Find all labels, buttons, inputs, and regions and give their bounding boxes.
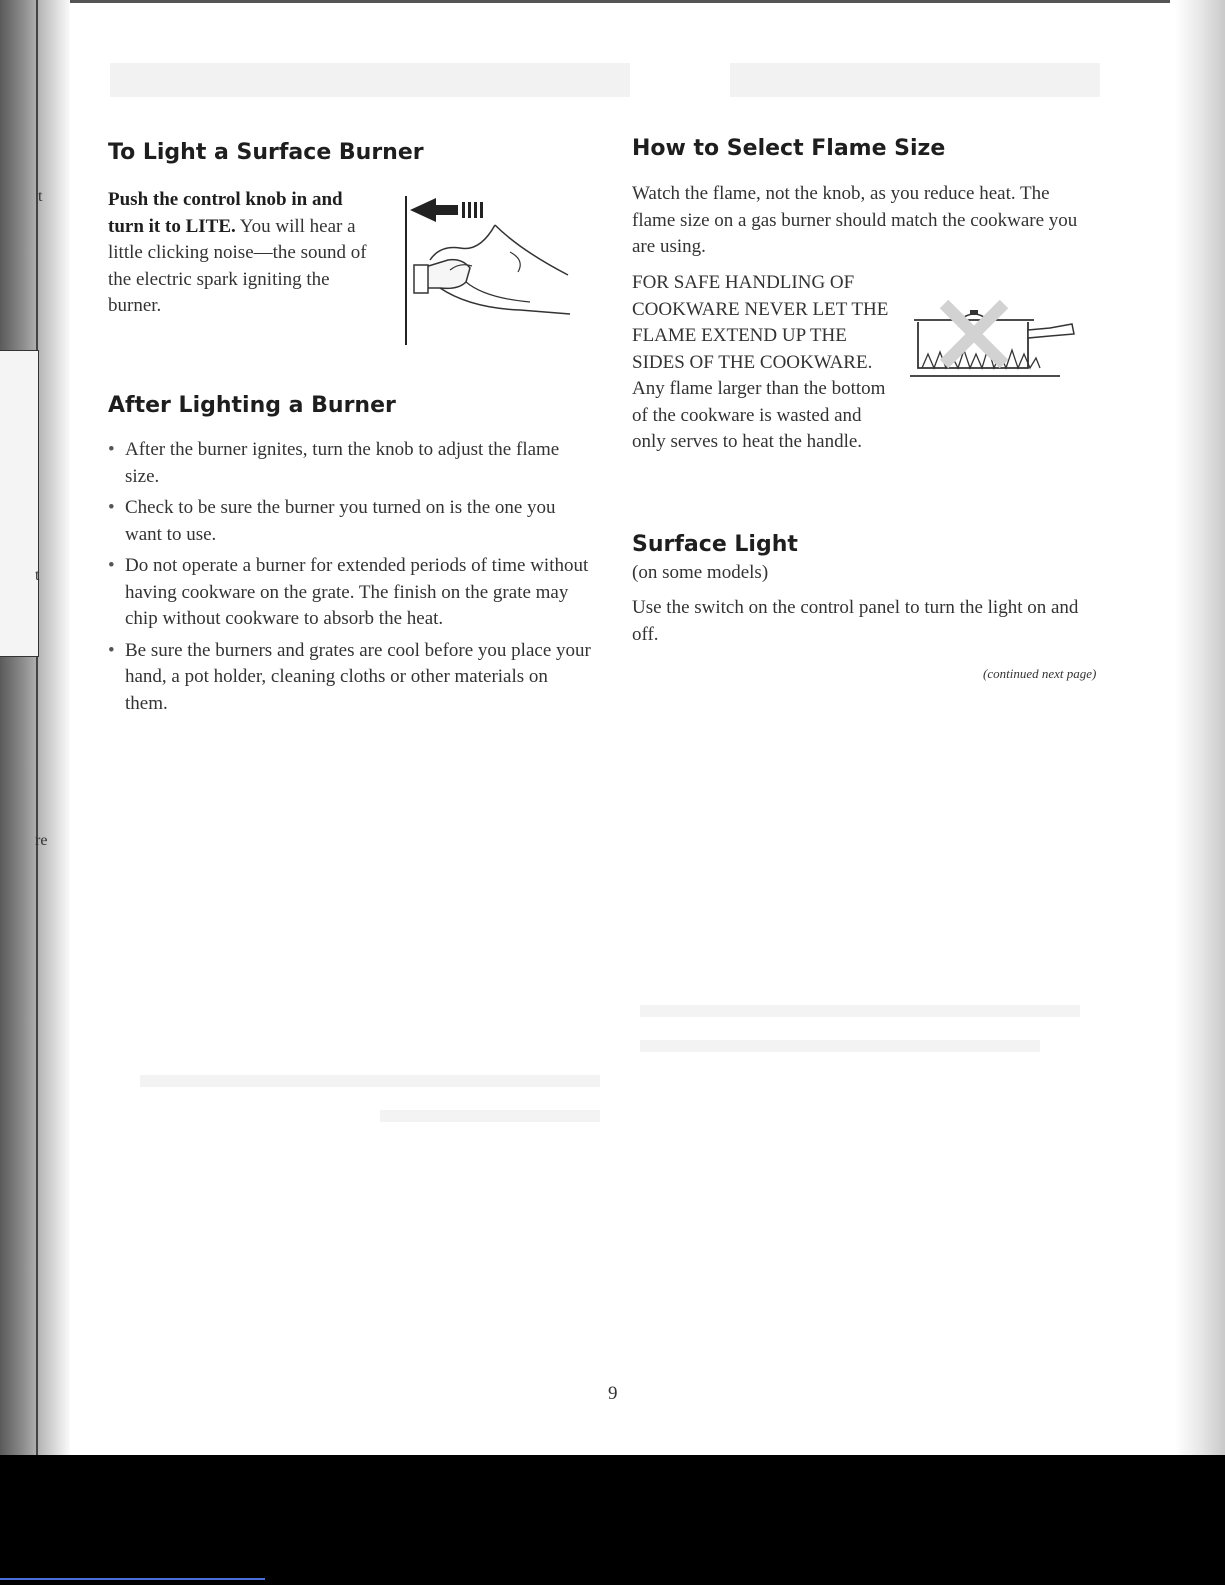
list-item: • Do not operate a burner for extended periods of time without having cookware on the grate. The finish on the grate may chip without cookware to absorb the heat.	[108, 553, 593, 633]
flame-warning-body: Any flame larger than the bottom of the cookware is wasted and only serves to heat the handle.	[632, 378, 886, 452]
scan-top-edge	[70, 0, 1170, 3]
heading-light-surface-burner: To Light a Surface Burner	[108, 140, 424, 165]
margin-char-2: t	[35, 567, 40, 584]
list-item: • After the burner ignites, turn the knob to adjust the flame size.	[108, 437, 593, 490]
light-burner-instructions	[108, 187, 378, 320]
light-burner-lead: Push the control knob in and turn it to LITE.	[108, 189, 343, 237]
knob-push-turn-illustration	[400, 190, 590, 350]
surface-light-paragraph: Use the switch on the control panel to turn the light on and off.	[632, 597, 1079, 645]
light-burner-body: You will hear a little clicking noise—the sound of the electric spark igniting the burner.	[108, 215, 367, 316]
margin-char-1: t	[38, 188, 43, 205]
page-number: 9	[608, 1383, 618, 1404]
scan-bottom-stripe	[0, 1578, 265, 1580]
continued-next-page-note: (continued next page)	[983, 666, 1097, 681]
list-item: • Check to be sure the burner you turned on is the one you want to use.	[108, 495, 593, 548]
bleedthrough-line	[640, 1005, 1080, 1017]
list-item: • Be sure the burners and grates are cool before you place your hand, a pot holder, cleaning cloths or other materials on them.	[108, 638, 593, 718]
bleedthrough-line	[640, 1040, 1040, 1052]
heading-after-lighting: After Lighting a Burner	[108, 393, 396, 418]
scan-left-tab	[0, 350, 39, 657]
flame-size-paragraph: Watch the flame, not the knob, as you reduce heat. The flame size on a gas burner should match the cookware you are using.	[632, 183, 1078, 257]
scan-left-shadow	[0, 0, 70, 1460]
flame-warning-caps: FOR SAFE HANDLING OF COOKWARE NEVER LET THE FLAME EXTEND UP THE SIDES OF THE COOKWARE.	[632, 272, 889, 373]
heading-select-flame-size: How to Select Flame Size	[632, 136, 946, 161]
surface-light-subheading: (on some models)	[632, 562, 769, 583]
margin-char-3: re	[35, 832, 48, 849]
scan-right-shadow	[1175, 0, 1225, 1460]
after-lighting-list	[108, 437, 593, 722]
heading-surface-light: Surface Light	[632, 532, 798, 557]
scan-left-edge-line	[36, 0, 38, 1460]
bleedthrough-title	[110, 45, 1110, 129]
flame-warning-paragraph	[632, 270, 897, 456]
scan-bottom-band	[0, 1455, 1225, 1585]
pan-flame-illustration	[900, 298, 1080, 388]
bleedthrough-shape	[110, 45, 1110, 115]
bleedthrough-line	[380, 1110, 600, 1122]
bleedthrough-line	[140, 1075, 600, 1087]
